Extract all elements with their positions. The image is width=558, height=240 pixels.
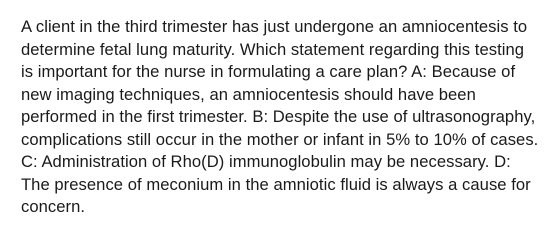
question-text: A client in the third trimester has just undergone an amniocentesis to determine fetal lung maturity. Which statement regarding this testing is important for the nurse in formulating a care plan? A: Because of new imaging techniques, an amniocentesis should have been performed in the first trimester. B: Despite the use of ultrasonography, complications still occur in the mother or infant in 5% to 10% of cases. C: Administration of Rho(D) immunoglobulin may be necessary. D: The presence of meconium in the amniotic fluid is always a cause for concern. — [21, 17, 539, 216]
